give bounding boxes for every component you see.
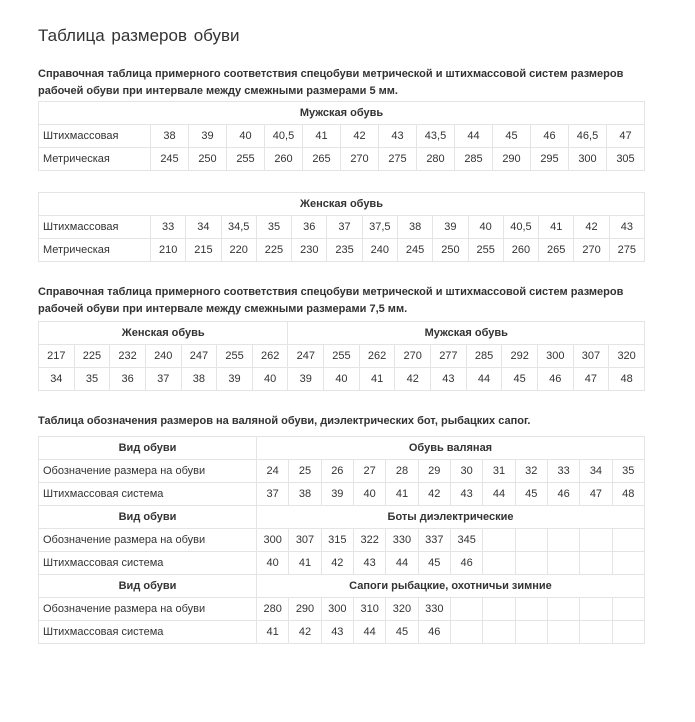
section3-caption: Таблица обозначения размеров на валяной обуви, диэлектрических бот, рыбацких сапог. [38,415,531,427]
table-row [39,368,645,391]
size-cell: 322 [353,529,385,552]
size-cell: 30 [450,460,482,483]
size-cell: 45 [386,621,418,644]
size-cell: 41 [257,621,289,644]
metric-size-cell: 262 [359,345,395,368]
size-cell: 240 [362,239,397,262]
size-cell: 46 [547,483,579,506]
footwear-type-row [39,506,645,529]
stich-size-cell: 41 [359,368,395,391]
footwear-type-row [39,575,645,598]
footwear-type-value: Обувь валяная [257,437,645,460]
size-cell: 39 [189,125,227,148]
size-cell: 305 [607,148,645,171]
size-cell: 220 [221,239,256,262]
size-cell: 41 [303,125,341,148]
size-cell: 44 [386,552,418,575]
size-cell [580,621,612,644]
size-cell: 300 [257,529,289,552]
size-cell: 300 [321,598,353,621]
stich-size-cell: 35 [74,368,110,391]
stich-size-cell: 39 [288,368,324,391]
size-cell: 24 [257,460,289,483]
size-cell: 38 [397,216,432,239]
size-cell: 225 [256,239,291,262]
size-cell: 46 [418,621,450,644]
size-cell [515,598,547,621]
size-cell: 215 [186,239,221,262]
size-cell [483,552,515,575]
table-row [39,552,645,575]
section1-caption [38,66,623,100]
size-cell: 42 [321,552,353,575]
women-header-7-5mm: Женская обувь [39,322,288,345]
size-cell: 245 [397,239,432,262]
size-cell: 45 [515,483,547,506]
stich-size-cell: 42 [395,368,431,391]
size-cell: 315 [321,529,353,552]
metric-size-cell: 232 [110,345,146,368]
size-cell: 345 [450,529,482,552]
size-cell: 40 [227,125,265,148]
stich-size-cell: 36 [110,368,146,391]
size-cell: 34 [580,460,612,483]
size-cell [547,552,579,575]
section2-caption [38,284,623,318]
size-cell: 40,5 [265,125,303,148]
size-cell [580,598,612,621]
size-table-7-5mm [38,321,645,391]
metric-size-cell: 320 [609,345,645,368]
size-cell: 47 [580,483,612,506]
size-cell: 33 [547,460,579,483]
size-cell: 40 [257,552,289,575]
metric-size-cell: 240 [145,345,181,368]
size-cell: 270 [341,148,379,171]
size-cell: 34,5 [221,216,256,239]
table-row [39,216,645,239]
size-cell: 42 [574,216,609,239]
metric-size-cell: 255 [217,345,253,368]
size-cell: 265 [303,148,341,171]
size-cell: 37,5 [362,216,397,239]
size-cell: 37 [257,483,289,506]
size-cell: 47 [607,125,645,148]
size-cell: 45 [493,125,531,148]
table-row [39,529,645,552]
row-label: Обозначение размера на обуви [39,460,257,483]
stich-size-cell: 46 [537,368,573,391]
footwear-type-row [39,437,645,460]
row-label: Метрическая [39,239,151,262]
size-cell: 26 [321,460,353,483]
footwear-type-label: Вид обуви [39,575,257,598]
size-cell: 48 [612,483,644,506]
stich-size-cell: 48 [609,368,645,391]
size-cell: 36 [292,216,327,239]
size-cell [515,529,547,552]
stich-size-cell: 45 [502,368,538,391]
men-table-header: Мужская обувь [39,102,645,125]
size-cell: 46 [531,125,569,148]
row-label: Штихмассовая система [39,552,257,575]
row-label: Штихмассовая система [39,483,257,506]
size-cell: 38 [151,125,189,148]
row-label: Штихмассовая [39,125,151,148]
table-row [39,125,645,148]
size-cell: 46,5 [569,125,607,148]
size-cell: 290 [289,598,321,621]
footwear-type-label: Вид обуви [39,506,257,529]
size-cell: 45 [418,552,450,575]
size-cell: 37 [327,216,362,239]
size-cell [612,552,644,575]
stich-size-cell: 40 [252,368,288,391]
size-cell: 43 [609,216,644,239]
metric-size-cell: 262 [252,345,288,368]
size-cell: 35 [612,460,644,483]
size-cell: 270 [574,239,609,262]
size-cell [483,598,515,621]
size-cell: 39 [433,216,468,239]
size-cell: 310 [353,598,385,621]
table-row [39,345,645,368]
size-cell: 40 [353,483,385,506]
stich-size-cell: 40 [324,368,360,391]
metric-size-cell: 270 [395,345,431,368]
size-cell: 255 [468,239,503,262]
stich-size-cell: 47 [573,368,609,391]
section2-caption-line2: рабочей обуви при интервале между смежными размерами 7,5 мм. [38,303,408,315]
stich-size-cell: 43 [431,368,467,391]
size-cell: 280 [257,598,289,621]
size-cell: 41 [386,483,418,506]
size-cell: 300 [569,148,607,171]
size-cell: 44 [483,483,515,506]
size-cell: 42 [289,621,321,644]
size-cell: 320 [386,598,418,621]
size-cell: 44 [353,621,385,644]
size-cell: 255 [227,148,265,171]
size-cell: 230 [292,239,327,262]
size-cell: 42 [341,125,379,148]
footwear-type-value: Сапоги рыбацкие, охотничьи зимние [257,575,645,598]
stich-size-cell: 34 [39,368,75,391]
size-cell: 40,5 [503,216,538,239]
size-cell [612,529,644,552]
size-cell: 44 [455,125,493,148]
table-row [39,148,645,171]
row-label: Обозначение размера на обуви [39,598,257,621]
section1-caption-line1: Справочная таблица примерного соответствия спецобуви метрической и штихмассовой систем размеров [38,68,624,80]
stich-size-cell: 39 [217,368,253,391]
section1-caption-line2: рабочей обуви при интервале между смежными размерами 5 мм. [38,85,398,97]
stich-size-cell: 38 [181,368,217,391]
size-cell: 32 [515,460,547,483]
size-cell [580,552,612,575]
size-cell: 290 [493,148,531,171]
size-cell [450,598,482,621]
stich-size-cell: 37 [145,368,181,391]
size-cell: 330 [418,598,450,621]
size-cell [547,598,579,621]
size-cell: 46 [450,552,482,575]
table-row [39,483,645,506]
size-cell: 245 [151,148,189,171]
size-cell: 260 [503,239,538,262]
size-cell: 307 [289,529,321,552]
size-cell [547,529,579,552]
size-cell: 31 [483,460,515,483]
stich-size-cell: 44 [466,368,502,391]
metric-size-cell: 300 [537,345,573,368]
size-cell [515,621,547,644]
men-size-table [38,101,645,171]
metric-size-cell: 225 [74,345,110,368]
metric-size-cell: 292 [502,345,538,368]
size-cell: 265 [539,239,574,262]
special-footwear-size-table [38,436,645,644]
size-cell: 39 [321,483,353,506]
size-cell: 330 [386,529,418,552]
size-cell [450,621,482,644]
size-cell [483,529,515,552]
row-label: Обозначение размера на обуви [39,529,257,552]
size-cell [483,621,515,644]
size-cell: 33 [151,216,186,239]
men-header-7-5mm: Мужская обувь [288,322,645,345]
size-cell [515,552,547,575]
size-cell: 285 [455,148,493,171]
size-cell: 43 [450,483,482,506]
size-cell: 250 [189,148,227,171]
metric-size-cell: 285 [466,345,502,368]
size-cell: 42 [418,483,450,506]
size-cell: 275 [379,148,417,171]
size-cell: 43 [379,125,417,148]
row-label: Метрическая [39,148,151,171]
size-cell: 41 [289,552,321,575]
row-label: Штихмассовая [39,216,151,239]
size-cell: 40 [468,216,503,239]
size-cell: 260 [265,148,303,171]
size-cell [612,621,644,644]
size-cell: 295 [531,148,569,171]
size-table-7-5mm-header-row [39,322,645,345]
size-cell: 43,5 [417,125,455,148]
row-label: Штихмассовая система [39,621,257,644]
size-cell: 27 [353,460,385,483]
size-cell: 38 [289,483,321,506]
size-cell: 250 [433,239,468,262]
size-cell: 35 [256,216,291,239]
size-cell [547,621,579,644]
size-cell: 43 [321,621,353,644]
women-size-table [38,192,645,262]
women-table-header-row [39,193,645,216]
metric-size-cell: 255 [324,345,360,368]
size-cell: 25 [289,460,321,483]
size-cell: 337 [418,529,450,552]
size-cell: 29 [418,460,450,483]
metric-size-cell: 307 [573,345,609,368]
metric-size-cell: 217 [39,345,75,368]
size-cell: 43 [353,552,385,575]
size-cell: 275 [609,239,644,262]
women-table-header: Женская обувь [39,193,645,216]
page-title: Таблица размеров обуви [38,26,240,45]
size-cell: 235 [327,239,362,262]
size-cell: 41 [539,216,574,239]
size-cell: 34 [186,216,221,239]
size-cell [580,529,612,552]
section2-caption-line1: Справочная таблица примерного соответствия спецобуви метрической и штихмассовой систем размеров [38,286,624,298]
footwear-type-label: Вид обуви [39,437,257,460]
table-row [39,460,645,483]
table-row [39,621,645,644]
metric-size-cell: 247 [181,345,217,368]
metric-size-cell: 277 [431,345,467,368]
table-row [39,239,645,262]
footwear-type-value: Боты диэлектрические [257,506,645,529]
size-cell: 28 [386,460,418,483]
men-table-header-row [39,102,645,125]
table-row [39,598,645,621]
size-cell: 280 [417,148,455,171]
size-cell [612,598,644,621]
metric-size-cell: 247 [288,345,324,368]
size-cell: 210 [151,239,186,262]
